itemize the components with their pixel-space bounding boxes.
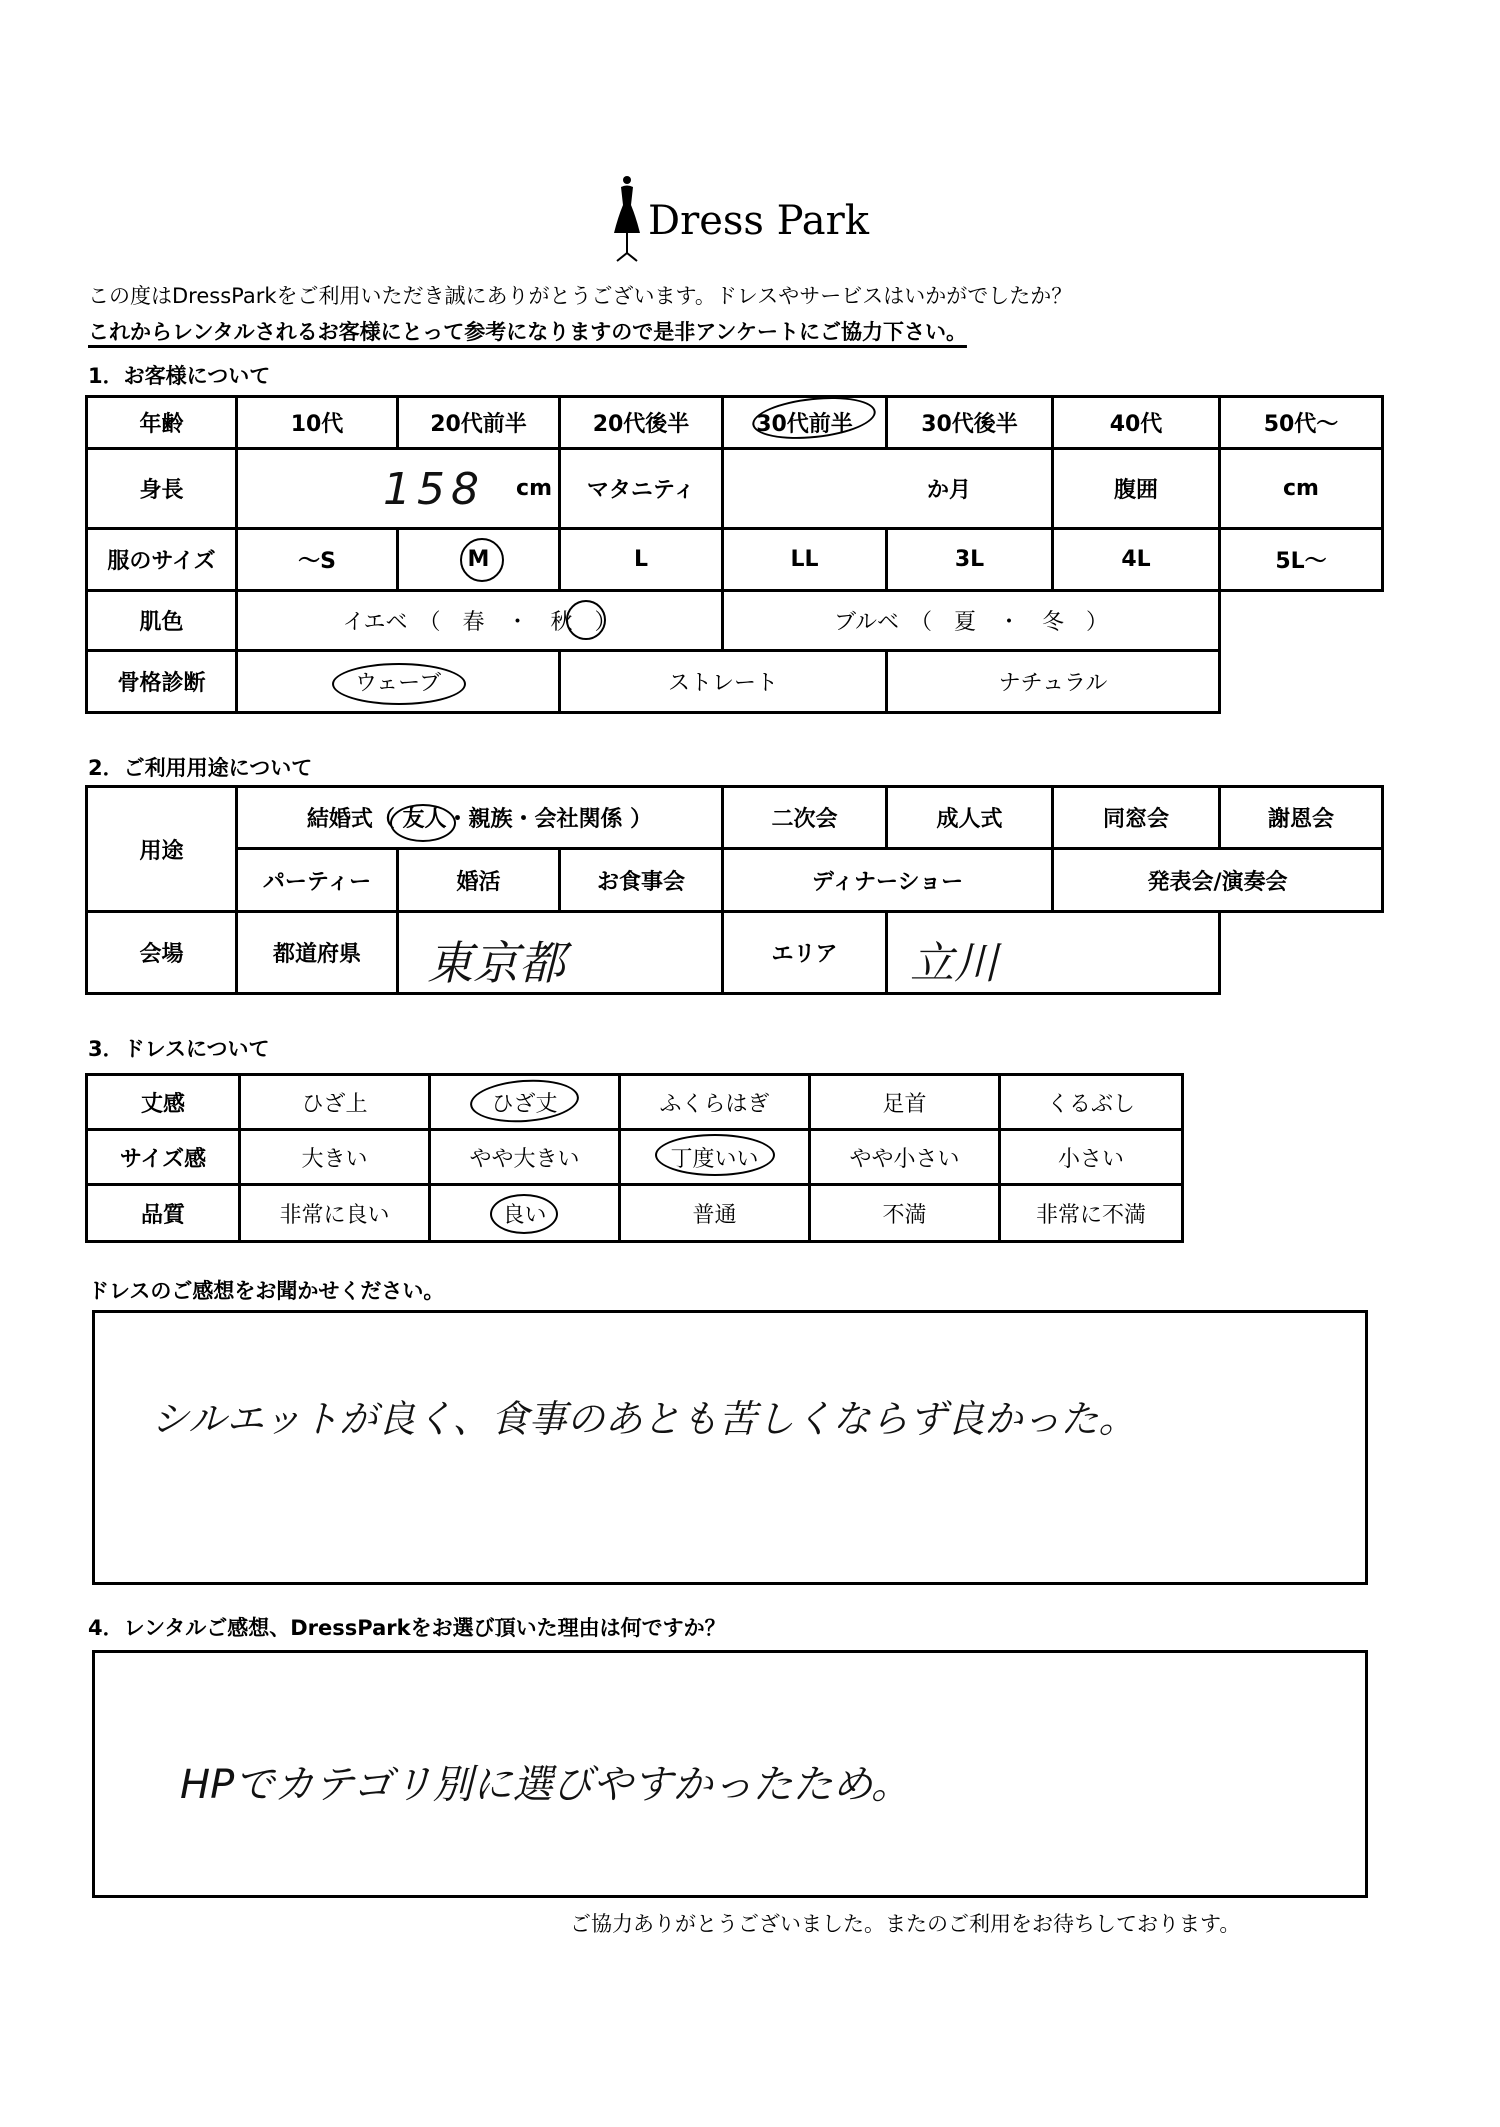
- skin-blue-option[interactable]: ブルベ （ 夏 ・ 冬 ）: [721, 589, 1221, 652]
- length-option[interactable]: ふくらはぎ: [618, 1073, 811, 1131]
- section-4-title: 4．レンタルご感想、DressParkをお選び頂いた理由は何ですか？: [88, 1616, 726, 1640]
- usage-option[interactable]: 婚活: [396, 847, 561, 913]
- logo-text: Dress Park: [648, 198, 869, 244]
- impressions-title: ドレスのご感想をお聞かせください。: [88, 1279, 445, 1303]
- usage-option[interactable]: 発表会/演奏会: [1051, 847, 1384, 913]
- intro-line-1: この度はDressParkをご利用いただき誠にありがとうございます。ドレスやサービスはいかがでしたか？: [88, 284, 1073, 308]
- size-option-selected[interactable]: M: [396, 527, 561, 592]
- usage-option[interactable]: 成人式: [885, 785, 1054, 850]
- size-option[interactable]: L: [558, 527, 724, 592]
- section-1-title: 1．お客様について: [88, 364, 271, 388]
- selection-circle: [566, 600, 606, 640]
- length-option-selected[interactable]: ひざ丈: [428, 1073, 621, 1131]
- area-field[interactable]: [885, 910, 1221, 995]
- intro-line-2: これからレンタルされるお客様にとって参考になりますので是非アンケートにご協力下さい。: [88, 320, 967, 344]
- maternity-unit: か月: [926, 478, 971, 503]
- area-label: エリア: [721, 910, 888, 995]
- frame-option[interactable]: ナチュラル: [885, 649, 1221, 714]
- usage-label: 用途: [85, 785, 238, 913]
- length-option[interactable]: くるぶし: [998, 1073, 1184, 1131]
- quality-label: 品質: [85, 1183, 241, 1243]
- height-label: 身長: [85, 447, 238, 530]
- selection-circle: [460, 538, 504, 582]
- impressions-box[interactable]: [92, 1310, 1368, 1585]
- age-option[interactable]: 50代～: [1218, 395, 1384, 450]
- quality-option[interactable]: 非常に良い: [238, 1183, 431, 1243]
- prefecture-label: 都道府県: [235, 910, 399, 995]
- height-value: 158: [383, 464, 485, 515]
- length-option[interactable]: 足首: [808, 1073, 1001, 1131]
- size-option[interactable]: 4L: [1051, 527, 1221, 592]
- selection-circle: [490, 1194, 558, 1234]
- skin-label: 肌色: [85, 589, 238, 652]
- height-unit: cm: [516, 476, 552, 501]
- maternity-field[interactable]: [721, 447, 1054, 530]
- usage-option[interactable]: お食事会: [558, 847, 724, 913]
- height-field[interactable]: [235, 447, 561, 530]
- fit-option-selected[interactable]: 丁度いい: [618, 1128, 811, 1186]
- fit-option[interactable]: 大きい: [238, 1128, 431, 1186]
- size-label: 服のサイズ: [85, 527, 238, 592]
- age-option-selected[interactable]: 30代前半: [721, 395, 888, 450]
- reason-answer: HPでカテゴリ別に選びやすかったため。: [180, 1762, 911, 1808]
- impressions-answer: シルエットが良く、食事のあとも苦しくならず良かった。: [151, 1397, 1137, 1441]
- skin-yellow-option[interactable]: イエベ （ 春 ・ 秋 ）: [235, 589, 724, 652]
- venue-label: 会場: [85, 910, 238, 995]
- maternity-label: マタニティ: [558, 447, 724, 530]
- age-label: 年齢: [85, 395, 238, 450]
- age-option[interactable]: 20代前半: [396, 395, 561, 450]
- quality-option[interactable]: 普通: [618, 1183, 811, 1243]
- selection-circle: [332, 663, 466, 705]
- usage-option[interactable]: ディナーショー: [721, 847, 1054, 913]
- quality-option[interactable]: 不満: [808, 1183, 1001, 1243]
- dresspark-logo: [610, 170, 870, 270]
- usage-option[interactable]: 同窓会: [1051, 785, 1221, 850]
- fit-option[interactable]: やや大きい: [428, 1128, 621, 1186]
- size-option[interactable]: ～S: [235, 527, 399, 592]
- section-2-title: 2．ご利用用途について: [88, 756, 313, 780]
- quality-option[interactable]: 非常に不満: [998, 1183, 1184, 1243]
- size-option[interactable]: LL: [721, 527, 888, 592]
- age-option[interactable]: 20代後半: [558, 395, 724, 450]
- section-3-title: 3．ドレスについて: [88, 1037, 270, 1061]
- age-option[interactable]: 10代: [235, 395, 399, 450]
- frame-label: 骨格診断: [85, 649, 238, 714]
- age-option[interactable]: 40代: [1051, 395, 1221, 450]
- reason-box[interactable]: [92, 1650, 1368, 1898]
- waist-field[interactable]: [1218, 447, 1384, 530]
- fit-label: サイズ感: [85, 1128, 241, 1186]
- selection-circle: [390, 804, 456, 842]
- age-option[interactable]: 30代後半: [885, 395, 1054, 450]
- frame-option-selected[interactable]: ウェーブ: [235, 649, 561, 714]
- usage-option-wedding[interactable]: 結婚式（ 友人・親族・会社関係 ）: [235, 785, 724, 850]
- frame-option[interactable]: ストレート: [558, 649, 888, 714]
- length-label: 丈感: [85, 1073, 241, 1131]
- dress-form-icon: [610, 175, 644, 265]
- fit-option[interactable]: やや小さい: [808, 1128, 1001, 1186]
- prefecture-field[interactable]: [396, 910, 724, 995]
- length-option[interactable]: ひざ上: [238, 1073, 431, 1131]
- waist-label: 腹囲: [1051, 447, 1221, 530]
- size-option[interactable]: 5L～: [1218, 527, 1384, 592]
- usage-option[interactable]: 謝恩会: [1218, 785, 1384, 850]
- usage-option[interactable]: 二次会: [721, 785, 888, 850]
- quality-option-selected[interactable]: 良い: [428, 1183, 621, 1243]
- waist-unit: cm: [1283, 476, 1319, 501]
- footer-thanks: ご協力ありがとうございました。またのご利用をお待ちしております。: [570, 1912, 1241, 1936]
- selection-circle: [655, 1134, 775, 1176]
- usage-option[interactable]: パーティー: [235, 847, 399, 913]
- area-value: 立川: [910, 938, 998, 989]
- size-option[interactable]: 3L: [885, 527, 1054, 592]
- prefecture-value: 東京都: [427, 936, 565, 990]
- fit-option[interactable]: 小さい: [998, 1128, 1184, 1186]
